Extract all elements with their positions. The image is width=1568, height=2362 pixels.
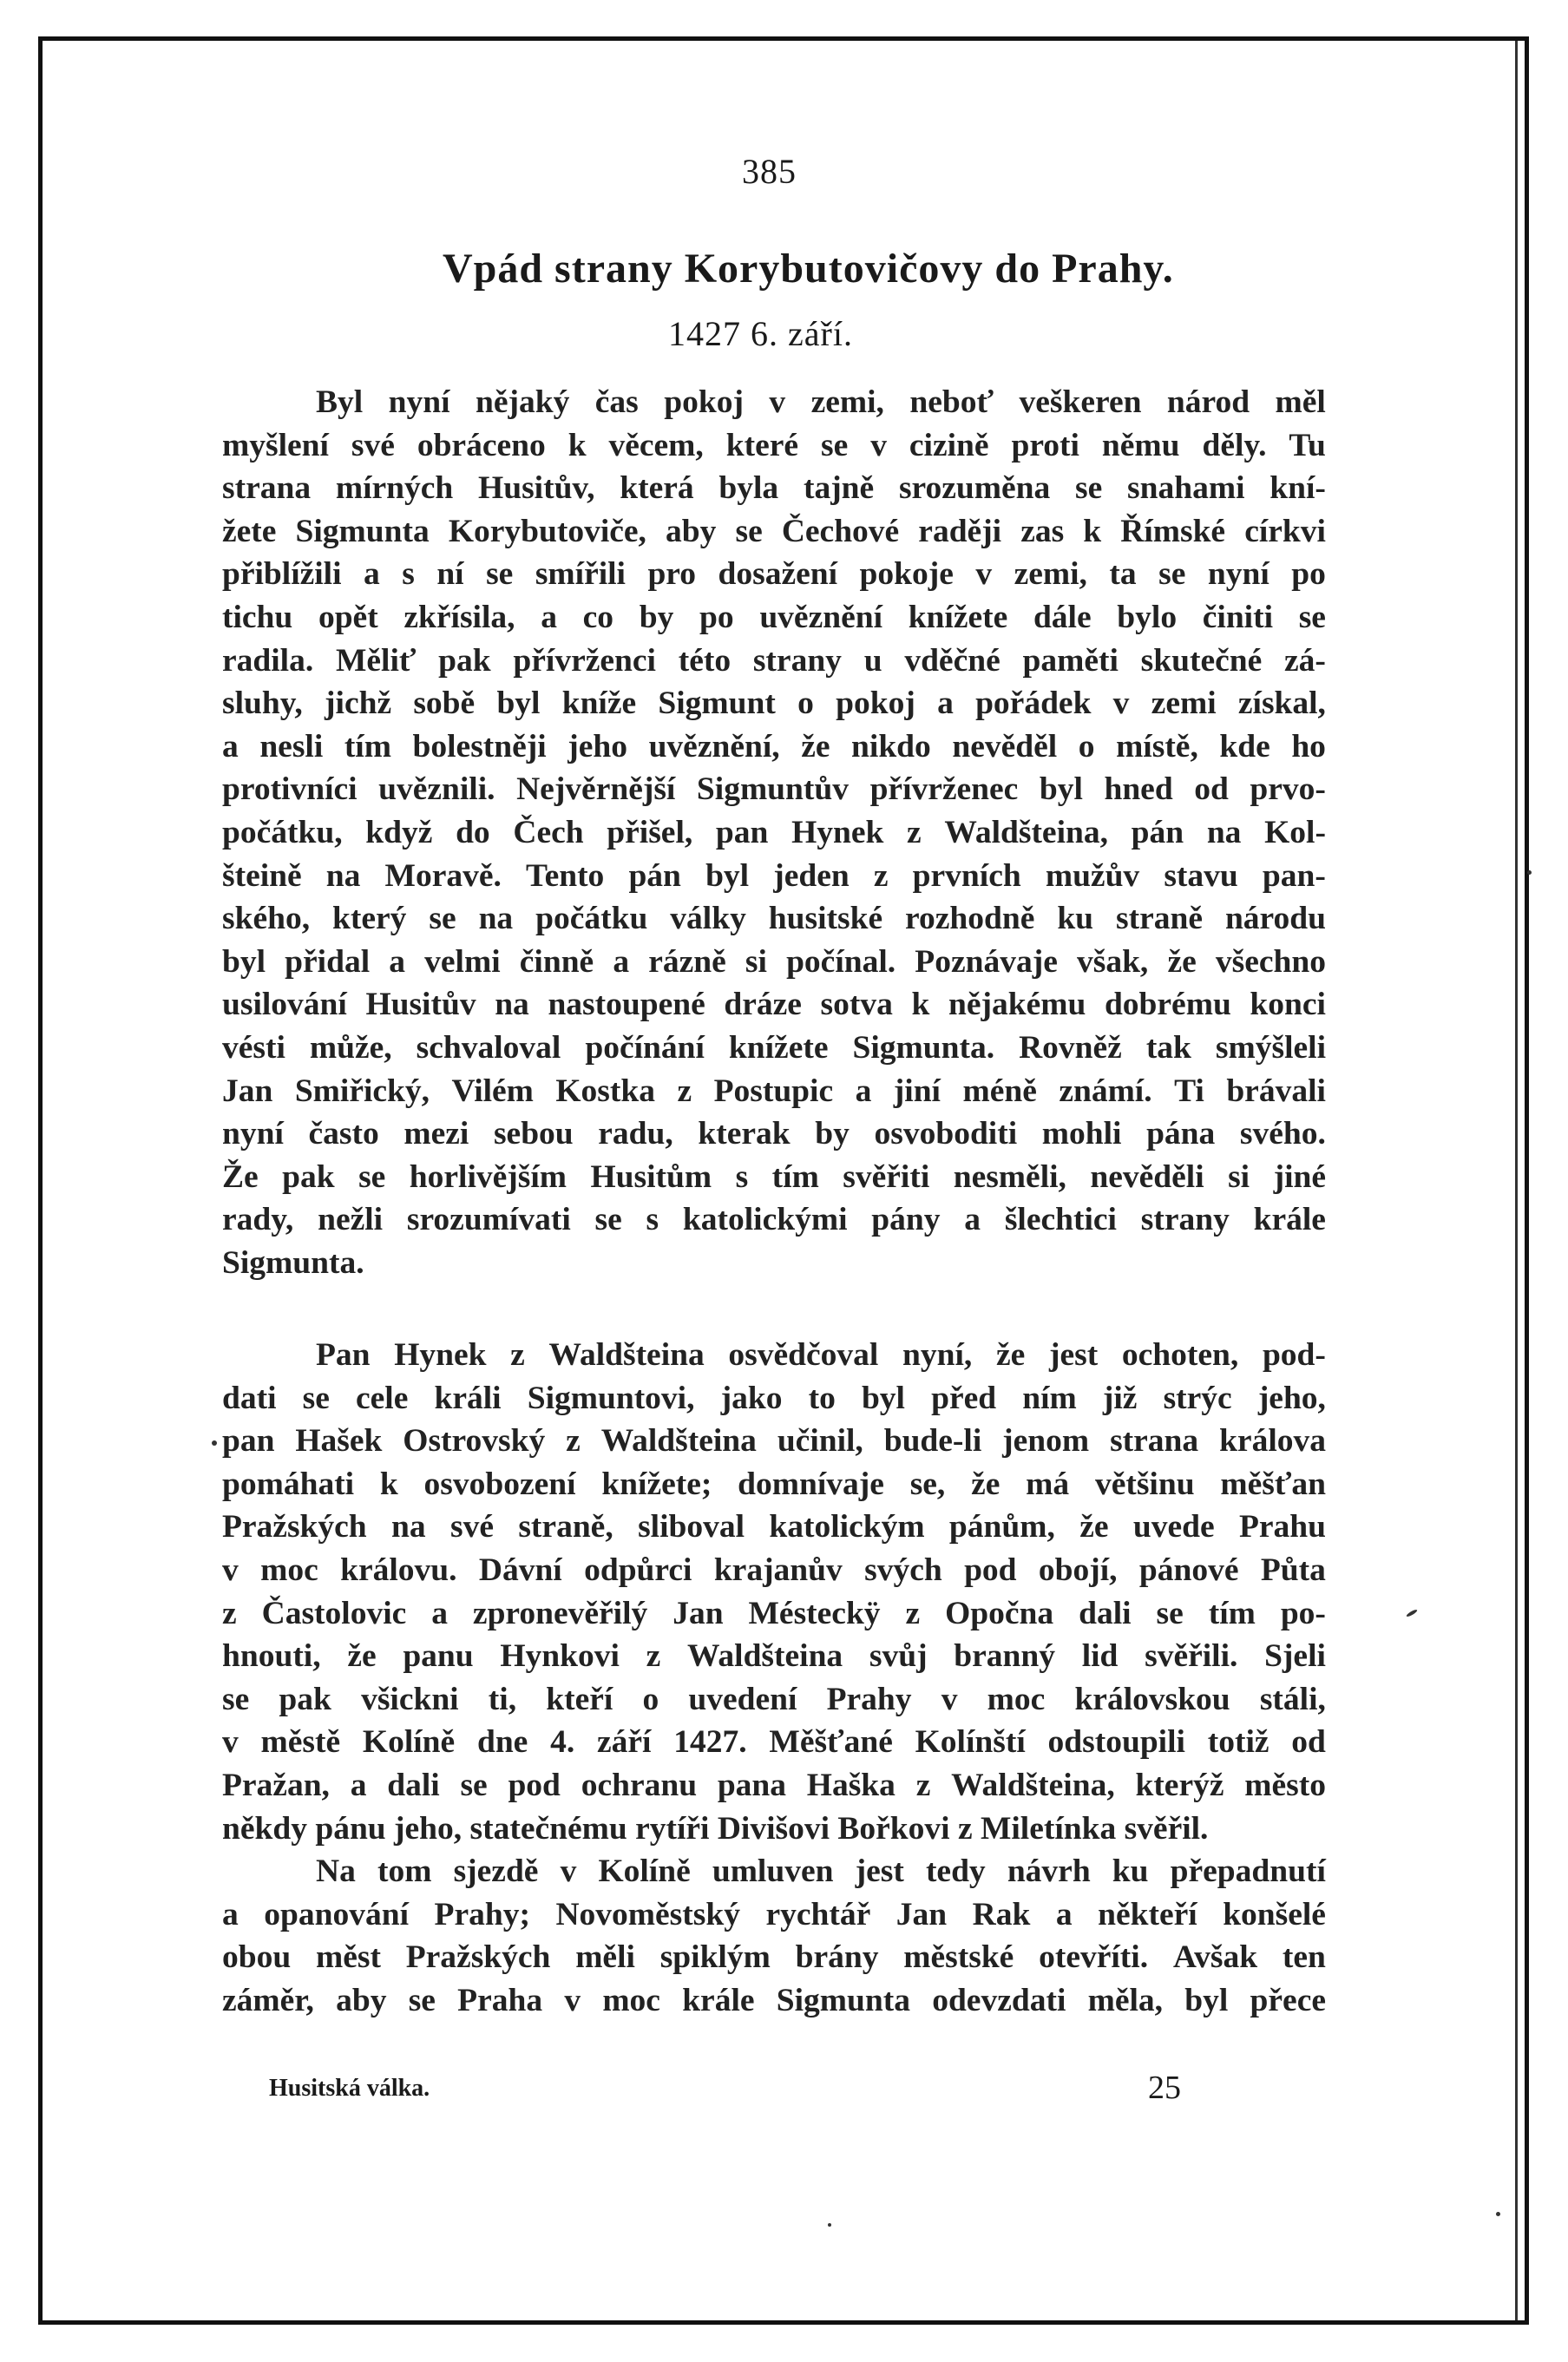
text-line: přiblížili a s ní se smířili pro dosažení pokoje v zemi, ta se nyní po — [222, 556, 1326, 593]
print-speck — [828, 2223, 831, 2227]
text-line: hnouti, že panu Hynkovi z Waldšteina svůj branný lid svěřili. Sjeli — [222, 1638, 1326, 1675]
chapter-title: Vpád strany Korybutovičovy do Prahy. — [443, 246, 1174, 292]
text-line: v městě Kolíně dne 4. září 1427. Měšťané Kolínští odstoupili totiž od — [222, 1724, 1326, 1761]
text-line: tichu opět zkřísila, a co by po uvěznění knížete dále bylo činiti se — [222, 599, 1326, 635]
text-line: v moc královu. Dávní odpůrci krajanův svých pod obojí, pánové Půta — [222, 1552, 1326, 1588]
text-line: radila. Měliť pak přívrženci této strany u vděčné paměti skutečné zá- — [222, 642, 1326, 679]
text-line: a nesli tím bolestněji jeho uvěznění, že nikdo nevěděl o místě, kde ho — [222, 728, 1326, 764]
text-line: záměr, aby se Praha v moc krále Sigmunta odevzdati měla, byl přece — [222, 1982, 1326, 2018]
text-line: myšlení své obráceno k věcem, které se v cizině proti němu děly. Tu — [222, 427, 1326, 463]
text-line: pan Hašek Ostrovský z Waldšteina učinil, bude-li jenom strana králova — [222, 1423, 1326, 1460]
text-line: Jan Smiřický, Vilém Kostka z Postupic a jiní méně známí. Ti brávali — [222, 1073, 1326, 1109]
text-line: Na tom sjezdě v Kolíně umluven jest tedy návrh ku přepadnutí — [316, 1854, 1326, 1889]
chapter-date: 1427 6. září. — [668, 314, 853, 353]
paragraph-1 — [222, 382, 1326, 1285]
text-line: ského, který se na počátku války husitské rozhodně ku straně národu — [222, 901, 1326, 937]
text-line: vésti může, schvaloval počínání knížete Sigmunta. Rovněž tak smýšleli — [222, 1029, 1326, 1066]
paragraph-3 — [222, 1851, 1326, 2023]
text-line: byl přidal a velmi činně a rázně si počínal. Poznávaje však, že všechno — [222, 943, 1326, 980]
text-line: sluhy, jichž sobě byl kníže Sigmunt o pokoj a pořádek v zemi získal, — [222, 686, 1326, 722]
text-line: z Častolovic a zpronevěřilý Jan Mésteckÿ z Opočna dali se tím po- — [222, 1595, 1326, 1631]
text-line: Pražan, a dali se pod ochranu pana Haška z Waldšteina, kterýž město — [222, 1767, 1326, 1803]
text-line: Byl nyní nějaký čas pokoj v zemi, neboť veškeren národ měl — [316, 384, 1326, 420]
print-speck — [1496, 2212, 1500, 2216]
text-line: Pan Hynek z Waldšteina osvědčoval nyní, že jest ochoten, pod- — [316, 1337, 1326, 1373]
text-line: a opanování Prahy; Novoměstský rychtář Jan Rak a někteří konšelé — [222, 1896, 1326, 1932]
print-speck — [1527, 870, 1532, 875]
text-line: Že pak se horlivějším Husitům s tím svěřiti nesměli, nevěděli si jiné — [222, 1158, 1326, 1195]
print-speck — [212, 1440, 217, 1446]
text-line: někdy pánu jeho, statečnému rytíři Divišovi Bořkovi z Miletínka svěřil. — [222, 1810, 1209, 1847]
text-line: se pak všickni ti, kteří o uvedení Prahy v moc královskou stáli, — [222, 1681, 1326, 1717]
text-line: šteině na Moravě. Tento pán byl jeden z prvních mužův stavu pan- — [222, 857, 1326, 894]
text-line: Pražských na své straně, sliboval katolickým pánům, že uvede Prahu — [222, 1509, 1326, 1545]
text-line: usilování Husitův na nastoupené dráze sotva k nějakému dobrému konci — [222, 987, 1326, 1023]
text-line: Sigmunta. — [222, 1244, 364, 1281]
text-line: strana mírných Husitův, která byla tajně srozuměna se snahami kní- — [222, 470, 1326, 507]
paragraph-2 — [222, 1335, 1326, 1851]
text-line: rady, nežli srozumívati se s katolickými pány a šlechtici strany krále — [222, 1202, 1326, 1238]
text-line: nyní často mezi sebou radu, kterak by osvoboditi mohli pána svého. — [222, 1116, 1326, 1152]
footer-signature: 25 — [1148, 2070, 1181, 2106]
text-line: pomáhati k osvobození knížete; domnívaje se, že má většinu měšťan — [222, 1466, 1326, 1502]
text-line: počátku, když do Čech přišel, pan Hynek z Waldšteina, pán na Kol- — [222, 814, 1326, 850]
footer-book-title: Husitská válka. — [269, 2075, 430, 2102]
text-line: protivníci uvěznili. Nejvěrnější Sigmuntův přívrženec byl hned od prvo- — [222, 771, 1326, 808]
text-line: dati se cele králi Sigmuntovi, jako to byl před ním již strýc jeho, — [222, 1380, 1326, 1416]
text-line: obou měst Pražských měli spiklým brány městské otevříti. Avšak ten — [222, 1939, 1326, 1976]
page-number: 385 — [742, 152, 797, 191]
text-line: žete Sigmunta Korybutoviče, aby se Čechové raději zas k Římské církvi — [222, 513, 1326, 549]
